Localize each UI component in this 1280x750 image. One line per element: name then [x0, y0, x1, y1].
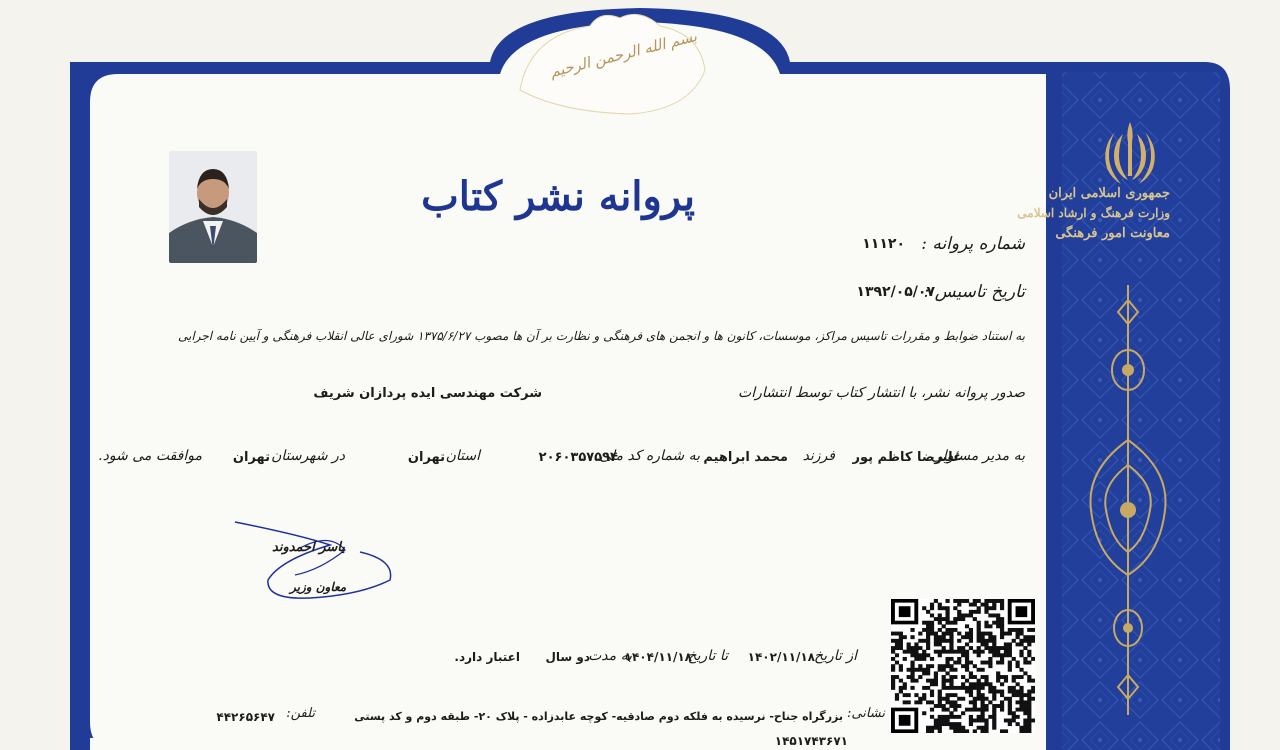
side-caption-3: معاونت امور فرهنگی [1055, 226, 1170, 241]
city-label: در شهرستان [271, 448, 345, 464]
to-date-value: ۱۴۰۴/۱۱/۱۸ [624, 650, 692, 664]
establish-date-label: تاریخ تاسیس : [923, 282, 1025, 302]
province-label: استان [445, 448, 480, 464]
page-title: پروانه نشر کتاب [421, 173, 695, 220]
agreement-text: موافقت می شود. [98, 448, 202, 464]
to-date-label: تا تاریخ [687, 648, 728, 664]
from-date-value: ۱۴۰۲/۱۱/۱۸ [747, 650, 815, 664]
holder-photo [169, 151, 257, 263]
phone-label: تلفن: [286, 706, 315, 721]
father-label: فرزند [802, 448, 835, 464]
license-number-value: ۱۱۱۲۰ [862, 236, 905, 252]
regulation-text: به استناد ضوابط و مقررات تاسیس مراکز، موسسات، کانون ها و انجمن های فرهنگی و نظارت بر آن ها مصوب ۱۳۷۵/۶/۲۷ شورای عالی انقلاب فرهنگی و آیین نامه اجرایی [178, 329, 1025, 343]
postal-code-value: ۱۴۵۱۷۴۳۶۷۱ [774, 734, 848, 748]
iran-emblem-icon [1095, 118, 1165, 188]
duration-label: به مدت [588, 648, 632, 664]
qr-code [891, 599, 1035, 733]
issuance-text: صدور پروانه نشر، با انتشار کتاب توسط انتشارات [738, 385, 1025, 401]
publisher-name: شرکت مهندسی ایده پردازان شریف [313, 386, 542, 401]
signatory-name: یاسر احمدوند [272, 540, 345, 555]
city-value: تهران [232, 450, 270, 465]
father-name: محمد ابراهیم [703, 450, 788, 465]
national-id-value: ۲۰۶۰۳۵۷۵۹۴ [538, 450, 618, 465]
side-caption-1: جمهوری اسلامی ایران [1048, 186, 1170, 201]
valid-text: اعتبار دارد. [454, 650, 520, 664]
duration-value: دو سال [545, 650, 590, 664]
address-value: بزرگراه جناح- نرسیده به فلکه دوم صادقیه- کوچه عابدزاده - پلاک ۲۰- طبقه دوم و کد پستی [354, 710, 843, 723]
province-value: تهران [407, 450, 445, 465]
national-id-label: به شماره کد ملی [599, 448, 700, 464]
manager-name: علیرضا کاظم پور [852, 450, 962, 465]
side-caption-2: وزارت فرهنگ و ارشاد اسلامی [1017, 206, 1170, 220]
manager-label: به مدیر مسئولی [930, 448, 1025, 464]
license-number-label: شماره پروانه : [921, 234, 1025, 254]
establish-date-value: ۱۳۹۲/۰۵/۰۷ [856, 284, 935, 300]
phone-value: ۴۴۲۶۵۶۴۷ [216, 710, 275, 724]
bismillah-text: بسم الله الرحمن الرحیم [548, 27, 699, 81]
address-label: نشانی: [846, 706, 885, 721]
from-date-label: از تاریخ [814, 648, 857, 664]
signatory-title: معاون وزیر [290, 580, 347, 594]
